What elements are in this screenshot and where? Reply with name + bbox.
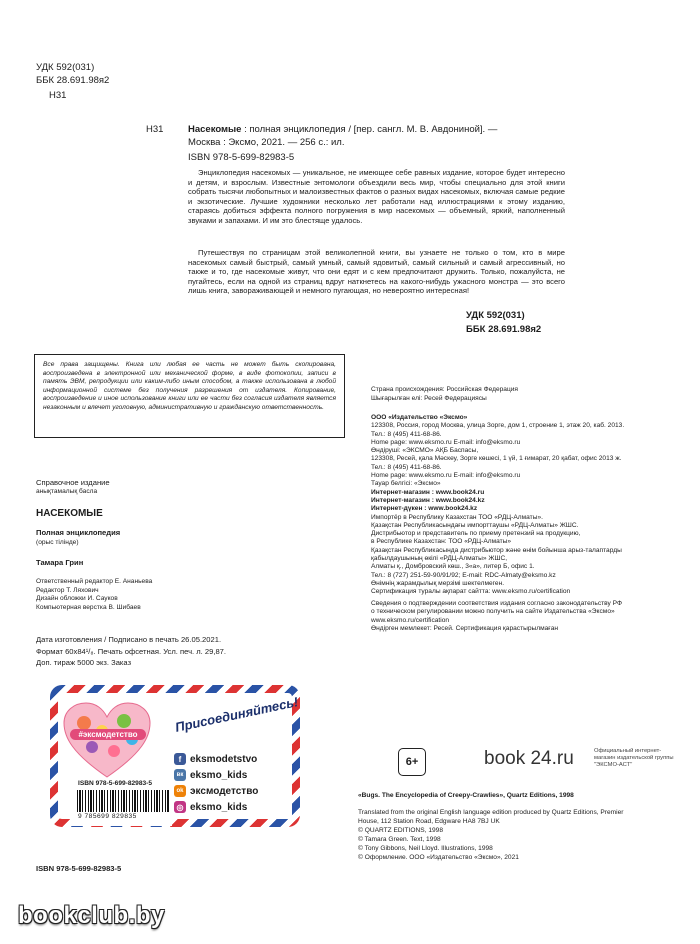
instagram-icon: ◎	[174, 801, 186, 813]
catalog-title-rest: : полная энциклопедия / [пер. сангл. М. В. Авдониной]. —	[241, 124, 498, 135]
country-info	[371, 386, 518, 403]
social-links	[174, 751, 258, 815]
original-info	[358, 808, 678, 862]
barcode-icon	[77, 790, 169, 812]
country-line: Шығарылған елі: Ресей Федерациясы	[371, 394, 487, 402]
print-line: Дата изготовления / Подписано в печать 26.05.2021.	[36, 635, 222, 644]
print-info	[36, 634, 226, 669]
bottom-isbn: ISBN 978-5-699-82983-5	[36, 864, 122, 873]
social-item-instagram[interactable]	[174, 799, 258, 815]
catalog-mark: Н31	[146, 124, 164, 135]
publisher-line: Өндіруші: «ЭКСМО» АҚБ Баспасы,	[371, 447, 479, 455]
publisher-line: Home page: www.eksmo.ru E-mail: info@eksmo.ru	[371, 472, 521, 480]
publisher-line: Тел.: 8 (495) 411-68-86.	[371, 430, 442, 438]
original-line: Translated from the original English language edition produced by Quartz Editions, Premier	[358, 809, 624, 816]
social-label: eksmodetstvo	[190, 753, 258, 765]
udk-bottom: УДК 592(031)	[466, 310, 525, 321]
publisher-line: Home page: www.eksmo.ru E-mail: info@eksmo.ru	[371, 438, 521, 446]
print-line: Формат 60x84¹/₈. Печать офсетная. Усл. печ. л. 29,87.	[36, 646, 227, 656]
social-label: eksmo_kids	[190, 769, 248, 781]
book-title: НАСЕКОМЫЕ	[36, 508, 103, 519]
book-subtitle-kz: (орыс тілінде)	[36, 539, 79, 546]
rights-notice: Все права защищены. Книга или любая ее часть не может быть скопирована, воспроизведена в электронной или механической форме, в виде фотокопии, записи в память ЭВМ, репродукции или каким-либо иным способом, а также использована в любой информационной системе без получения разрешения от издателя. Копирование, воспроизведение и иное использование книги или ее части без согласия издателя является незаконным и влечет уголовную, административную и гражданскую ответственность.	[34, 354, 345, 438]
cert-line: о техническом регулировании можно получить на сайте Издательства «Эксмо»	[371, 608, 615, 616]
book24-note: Официальный интернет-магазин издательской группы "ЭКСМО-АСТ"	[594, 748, 674, 768]
publisher-info	[371, 414, 671, 597]
age-rating-badge: 6+	[398, 748, 426, 776]
social-item-facebook[interactable]	[174, 751, 258, 767]
publisher-line: 123308, Россия, город Москва, улица Зорге, дом 1, строение 1, этаж 20, каб. 2013.	[371, 422, 625, 430]
country-line: Страна происхождения: Российская Федерация	[371, 386, 518, 393]
ok-icon: ok	[174, 785, 186, 797]
book-subtitle: Полная энциклопедия	[36, 528, 121, 537]
publisher-line: ООО «Издательство «Эксмо»	[371, 414, 468, 421]
certification-info	[371, 600, 671, 633]
catalog-title-line	[188, 124, 568, 136]
publisher-line: Қазақстан Республикасында дистрибьютор және өнім бойынша арыз-талаптарды	[371, 546, 622, 554]
annotation-paragraph-1: Энциклопедия насекомых — уникальное, не имеющее себе равных издание, которое будет интересно и детям, и взрослым. Известные энтомологи объездили весь мир, чтобы специально для этой книги собрать тысячи любопытных и малоизвестных фактов о разных видах насекомых, включая самые редкие и экзотические. Лучшие художники несколько лет работали над иллюстрациями к этому изданию, стараясь добиться эффекта полного погружения в мир насекомых — объемный, яркий, наполненный звуками и запахами. И им это блестяще удалось.	[188, 168, 565, 225]
barcode-digits: 9 785699 829835	[78, 813, 137, 820]
catalog-title: Насекомые	[188, 124, 242, 135]
publisher-line: Дистрибьютор и представитель по приему претензий на продукцию,	[371, 530, 581, 538]
cert-line: Сведения о подтверждении соответствия издания согласно законодательству РФ	[371, 600, 622, 607]
cert-line: www.eksmo.ru/certification	[371, 616, 450, 624]
publisher-line: Өнімнің жарамдылық мерзімі шектелмеген.	[371, 579, 505, 587]
credit-line: Редактор Т. Ляхович	[36, 586, 99, 594]
original-line: © Tamara Green. Text, 1998	[358, 836, 441, 843]
original-line: © QUARTZ EDITIONS, 1998	[358, 827, 443, 834]
vk-icon: вк	[174, 769, 186, 781]
publisher-line: Алматы қ., Домбровский көш., 3«а», литер Б, офис 1.	[371, 563, 535, 571]
original-title: «Bugs. The Encyclopedia of Creepy-Crawlies», Quartz Editions, 1998	[358, 792, 574, 799]
annotation-paragraph-2: Путешествуя по страницам этой великолепной книги, вы узнаете не только о том, кто в мире насекомых самый быстрый, самый умный, самый ядовитый, самый сильный и самый агрессивный, но также и то, где насекомые живут, что они едят и с кем предпочитают дружить. Только, пожалуйста, не пугайтесь, если на одной из страниц вдруг наткнетесь на какого-нибудь ужасного монстра — это всего лишь книга, завораживающей и немного пугающая, но невероятно интересная!	[188, 248, 565, 296]
publisher-line: Тауар белгісі: «Эксмо»	[371, 480, 441, 488]
edition-type: Справочное издание	[36, 478, 110, 487]
facebook-icon: f	[174, 753, 186, 765]
barcode-isbn: ISBN 978-5-699-82983-5	[78, 780, 153, 787]
publisher-line: Интернет-магазин : www.book24.kz	[371, 496, 485, 504]
edition-type-kz: анықтамалық басла	[36, 488, 98, 495]
book24-logo[interactable]: book 24.ru	[484, 748, 574, 769]
publisher-line: Тел.: 8 (495) 411-68-86.	[371, 463, 442, 471]
credits-list	[36, 578, 152, 612]
promo-slogan: Присоединяйтесь!	[173, 694, 300, 735]
publisher-line: қабылдаушының өкілі «РДЦ-Алматы» ЖШС,	[371, 555, 508, 563]
credit-line: Компьютерная верстка В. Шибаев	[36, 603, 141, 611]
publisher-line: Импортёр в Республику Казахстан ТОО «РДЦ-Алматы».	[371, 513, 543, 521]
social-label: эксмодетство	[190, 785, 259, 797]
catalog-line2: Москва : Эксмо, 2021. — 256 с.: ил.	[188, 137, 345, 148]
publisher-line: в Республике Казахстан: ТОО «РДЦ-Алматы»	[371, 538, 512, 546]
social-item-ok[interactable]	[174, 783, 258, 799]
watermark: bookclub.by	[18, 902, 165, 929]
publisher-line: Қазақстан Республикасындағы импорттаушы «РДЦ-Алматы» ЖШС.	[371, 521, 579, 529]
social-item-vk[interactable]	[174, 767, 258, 783]
credit-line: Дизайн обложки И. Сауков	[36, 595, 118, 602]
bbk-bottom: ББК 28.691.98я2	[466, 324, 542, 335]
original-line: © Tony Gibbons, Neil Lloyd. Illustrations, 1998	[358, 845, 493, 852]
social-label: eksmo_kids	[190, 801, 248, 813]
publisher-line: Сертификация туралы ақпарат сайтта: www.eksmo.ru/certification	[371, 588, 571, 596]
print-line: Доп. тираж 5000 экз. Заказ	[36, 658, 132, 667]
cert-line: Өндірген мемлекет: Ресей. Сертификация қарастырылмаған	[371, 624, 559, 632]
heart-hashtag: #эксмодетство	[70, 729, 146, 740]
bbk-top: ББК 28.691.98я2	[36, 75, 110, 86]
catalog-isbn: ISBN 978-5-699-82983-5	[188, 152, 295, 163]
heart-icon	[62, 701, 152, 781]
publisher-line: Интернет-дүкен : www.book24.kz	[371, 505, 478, 513]
publisher-line: Тел.: 8 (727) 251-59-90/91/92; E-mail: RDC-Almaty@eksmo.kz	[371, 571, 556, 579]
original-line: © Оформление. ООО «Издательство «Эксмо», 2021	[358, 854, 519, 861]
author-mark-top: Н31	[49, 90, 67, 101]
publisher-line: Интернет-магазин : www.book24.ru	[371, 488, 485, 496]
publisher-line: 123308, Ресей, қала Мәскеу, Зорге көшесі, 1 үй, 1 ғимарат, 20 қабат, офис 2013 ж.	[371, 455, 622, 463]
udk-top: УДК 592(031)	[36, 62, 95, 73]
book-author: Тамара Грин	[36, 558, 84, 567]
original-line: House, 112 Station Road, Edgware HA8 7BJ UK	[358, 818, 500, 825]
credit-line: Ответственный редактор Е. Ананьева	[36, 578, 153, 585]
